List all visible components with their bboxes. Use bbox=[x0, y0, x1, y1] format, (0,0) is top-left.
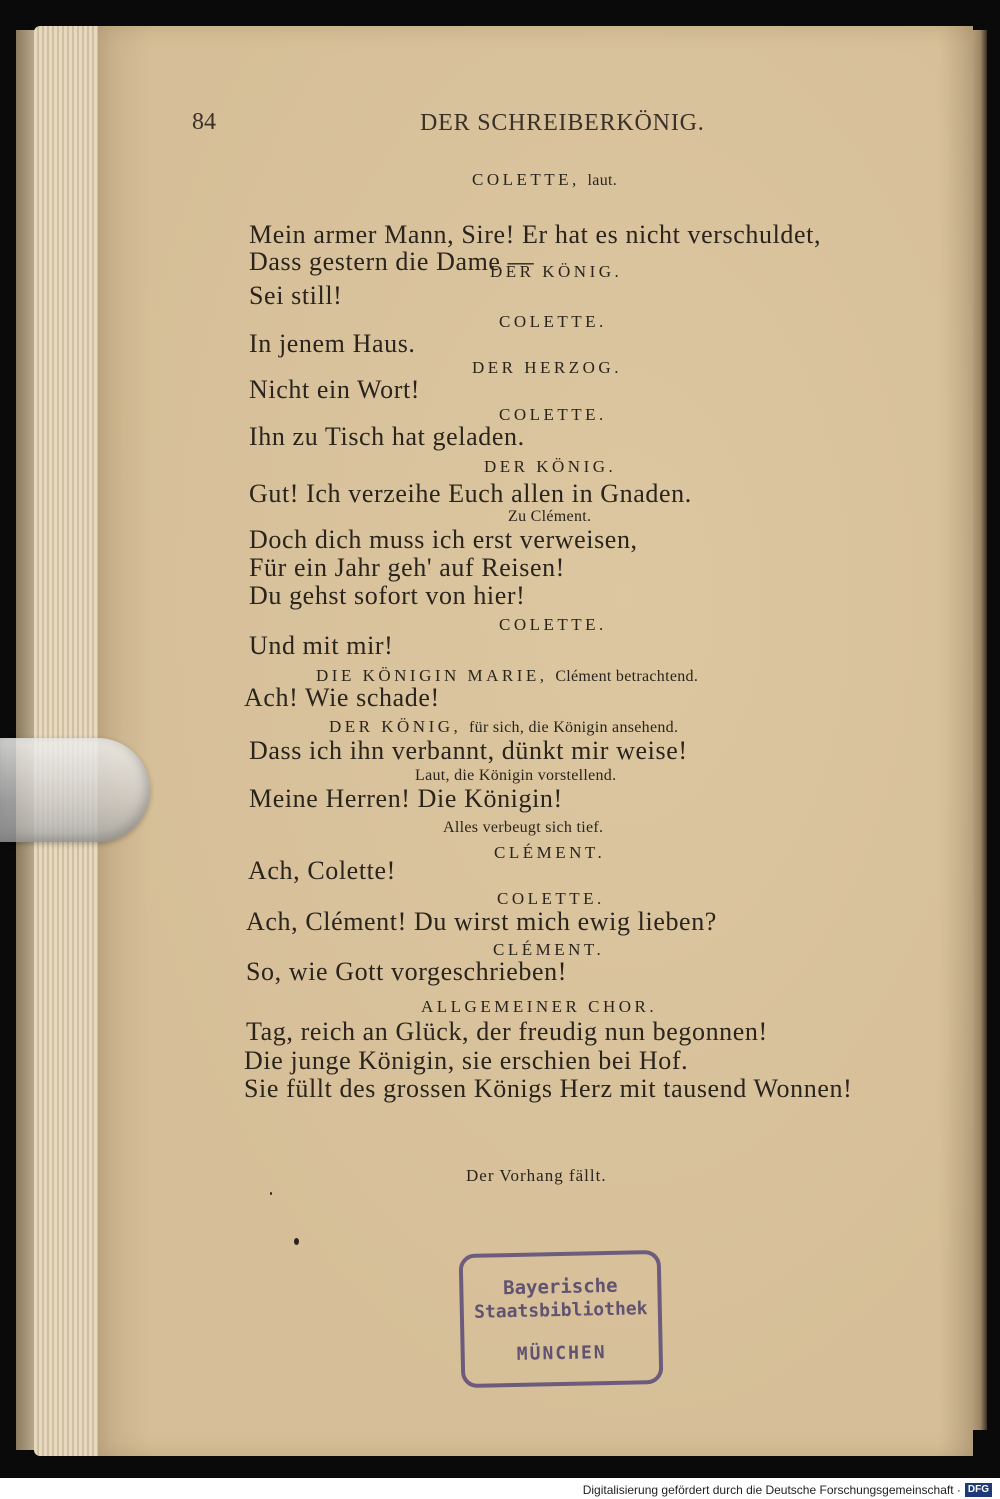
verse-line: Du gehst sofort von hier! bbox=[249, 581, 526, 610]
ink-speck bbox=[294, 1238, 299, 1245]
stamp-line: Staatsbibliothek bbox=[473, 1298, 648, 1323]
page-clip bbox=[0, 738, 150, 842]
stage-direction: Zu Clément. bbox=[508, 508, 592, 525]
verse-line: Ihn zu Tisch hat geladen. bbox=[249, 422, 525, 451]
speaker-heading bbox=[493, 941, 604, 958]
verse-line: Nicht ein Wort! bbox=[249, 375, 421, 404]
speaker-name: DER KÖNIG, bbox=[329, 717, 462, 736]
dfg-logo-icon: DFG bbox=[965, 1483, 992, 1497]
speaker-name: CLÉMENT. bbox=[493, 940, 605, 959]
verse-line: Für ein Jahr geh' auf Reisen! bbox=[249, 553, 565, 582]
speaker-heading bbox=[499, 616, 607, 633]
footer-credit: Digitalisierung gefördert durch die Deutsche Forschungsgemeinschaft · bbox=[582, 1483, 961, 1497]
page-number: 84 bbox=[192, 109, 216, 135]
speaker-heading bbox=[421, 998, 657, 1015]
verse-line: Mein armer Mann, Sire! Er hat es nicht verschuldet, bbox=[249, 220, 822, 249]
verse-line: Und mit mir! bbox=[249, 631, 394, 660]
stage-direction: Alles verbeugt sich tief. bbox=[443, 819, 604, 836]
verse-line: Ach, Colette! bbox=[248, 856, 396, 885]
verse-line: Doch dich muss ich erst verweisen, bbox=[249, 525, 638, 554]
verse-line: Sei still! bbox=[249, 281, 343, 310]
speaker-heading bbox=[329, 718, 678, 736]
speaker-name: COLETTE. bbox=[497, 889, 605, 908]
speaker-name: COLETTE. bbox=[499, 312, 607, 331]
running-head: DER SCHREIBERKÖNIG. bbox=[420, 110, 705, 136]
stage-direction: Clément betrachtend. bbox=[555, 668, 699, 685]
speaker-heading bbox=[484, 458, 616, 475]
verse-line: Gut! Ich verzeihe Euch allen in Gnaden. bbox=[249, 479, 692, 508]
speaker-heading bbox=[490, 263, 622, 280]
book-page bbox=[98, 26, 973, 1456]
verse-line: Ach! Wie schade! bbox=[244, 683, 440, 712]
stamp-line: MÜNCHEN bbox=[516, 1342, 607, 1365]
verse-line: So, wie Gott vorgeschrieben! bbox=[246, 957, 568, 986]
speaker-name: CLÉMENT. bbox=[494, 843, 606, 862]
speaker-heading bbox=[472, 359, 622, 376]
stage-direction: laut. bbox=[587, 172, 618, 189]
stage-direction: für sich, die Königin ansehend. bbox=[469, 719, 679, 736]
stamp-line: Bayerische bbox=[502, 1274, 618, 1300]
speaker-name: COLETTE, bbox=[472, 170, 580, 189]
speaker-name: DER HERZOG. bbox=[472, 358, 622, 377]
speaker-name: DER KÖNIG. bbox=[484, 457, 617, 476]
speaker-name: DIE KÖNIGIN MARIE, bbox=[316, 666, 548, 685]
verse-line: Tag, reich an Glück, der freudig nun begonnen! bbox=[246, 1017, 768, 1046]
stage-direction: Laut, die Königin vorstellend. bbox=[415, 767, 617, 784]
verse-line: In jenem Haus. bbox=[249, 329, 416, 358]
speaker-name: COLETTE. bbox=[499, 405, 607, 424]
verse-line: Dass ich ihn verbannt, dünkt mir weise! bbox=[249, 736, 688, 765]
speaker-name: DER KÖNIG. bbox=[490, 262, 623, 281]
speaker-heading bbox=[499, 313, 607, 330]
verse-line: Meine Herren! Die Königin! bbox=[249, 784, 563, 813]
verse-line: Die junge Königin, sie erschien bei Hof. bbox=[244, 1046, 689, 1075]
speaker-heading bbox=[497, 890, 605, 907]
verse-line: Sie füllt des grossen Königs Herz mit tausend Wonnen! bbox=[244, 1074, 853, 1103]
speaker-name: COLETTE. bbox=[499, 615, 607, 634]
speaker-heading bbox=[472, 171, 617, 189]
verse-line: Ach, Clément! Du wirst mich ewig lieben? bbox=[246, 907, 717, 936]
speaker-name: ALLGEMEINER CHOR. bbox=[421, 997, 658, 1016]
verse-line: Dass gestern die Dame — bbox=[249, 247, 535, 276]
curtain-note: Der Vorhang fällt. bbox=[466, 1166, 607, 1185]
speaker-heading bbox=[494, 844, 605, 861]
ink-speck bbox=[270, 1192, 272, 1195]
digitization-footer bbox=[583, 1482, 992, 1498]
library-stamp bbox=[459, 1250, 664, 1388]
speaker-heading bbox=[499, 406, 607, 423]
